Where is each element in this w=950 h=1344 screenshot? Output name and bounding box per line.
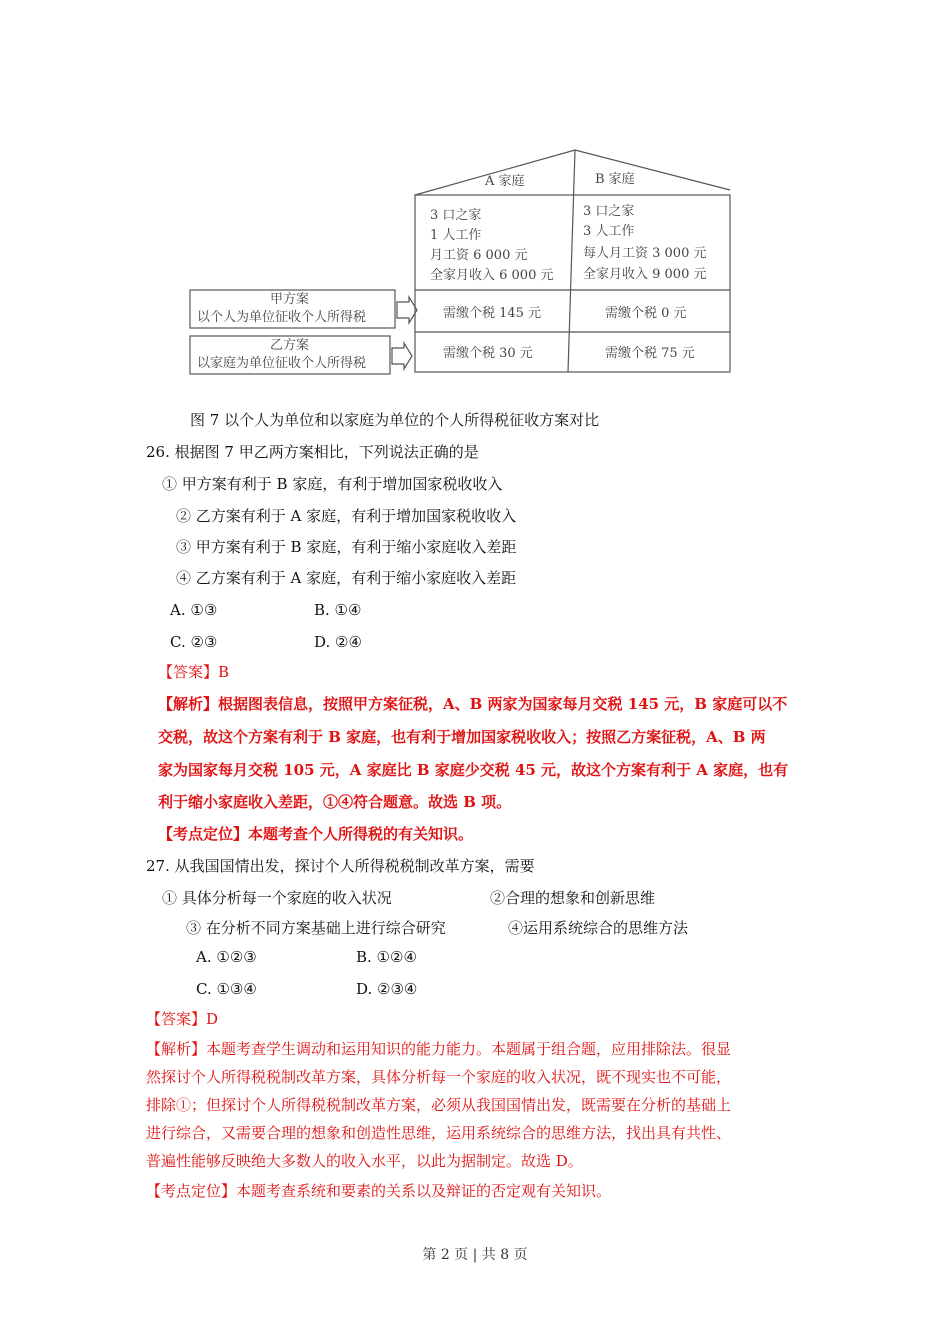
column-b-header: B 家庭 (595, 172, 635, 187)
b-jia-tax: 需缴个税 0 元 (605, 306, 687, 321)
b-info-line: 3 口之家 (583, 204, 635, 219)
plan-jia-title: 甲方案 (270, 292, 310, 307)
q27-stem: 27. 从我国国情出发，探讨个人所得税税制改革方案，需要 (146, 857, 535, 875)
a-info-line: 全家月收入 6 000 元 (430, 268, 554, 283)
q26-analysis-line: 利于缩小家庭收入差距，①④符合题意。故选 B 项。 (158, 793, 512, 811)
a-info-line: 3 口之家 (430, 208, 482, 223)
q27-analysis-line: 排除①；但探讨个人所得税税制改革方案，必须从我国国情出发，既需要在分析的基础上 (146, 1096, 732, 1114)
q27-option: ②合理的想象和创新思维 (490, 889, 656, 907)
q27-analysis-line: 然探讨个人所得税税制改革方案，具体分析每一个家庭的收入状况，既不现实也不可能， (146, 1068, 732, 1086)
q26-analysis-line: 家为国家每月交税 105 元，A 家庭比 B 家庭少交税 45 元，故这个方案有利于 A 家庭，也有 (158, 761, 789, 779)
q26-option: ② 乙方案有利于 A 家庭，有利于增加国家税收收入 (176, 507, 517, 525)
q26-option: ④ 乙方案有利于 A 家庭，有利于缩小家庭收入差距 (176, 569, 517, 587)
a-info-line: 月工资 6 000 元 (430, 248, 528, 263)
plan-yi-title: 乙方案 (270, 338, 310, 353)
q27-answer: 【答案】D (146, 1010, 219, 1028)
q26-option: ① 甲方案有利于 B 家庭，有利于增加国家税收收入 (162, 475, 503, 493)
b-info-line: 3 人工作 (583, 224, 635, 239)
q27-option: ① 具体分析每一个家庭的收入状况 (162, 889, 392, 907)
q27-analysis-line: 【解析】本题考查学生调动和运用知识的能力能力。本题属于组合题，应用排除法。很显 (146, 1040, 732, 1058)
q26-choice: C. ②③ (170, 633, 218, 651)
a-yi-tax: 需缴个税 30 元 (443, 346, 533, 361)
b-info-line: 每人月工资 3 000 元 (583, 246, 707, 261)
plan-yi-desc: 以家庭为单位征收个人所得税 (197, 356, 367, 371)
q26-analysis-line: 交税，故这个方案有利于 B 家庭，也有利于增加国家税收收入；按照乙方案征税，A、B 两 (158, 728, 766, 746)
b-yi-tax: 需缴个税 75 元 (605, 346, 695, 361)
q27-analysis-line: 普遍性能够反映绝大多数人的收入水平，以此为据制定。故选 D。 (146, 1152, 583, 1170)
q26-choice: B. ①④ (314, 601, 362, 619)
q26-point: 【考点定位】本题考查个人所得税的有关知识。 (158, 825, 474, 843)
a-info-line: 1 人工作 (430, 228, 482, 243)
q27-analysis-line: 进行综合，又需要合理的想象和创造性思维，运用系统综合的思维方法，找出具有共性、 (146, 1124, 732, 1142)
column-a-header: A 家庭 (485, 174, 525, 189)
plan-jia-desc: 以个人为单位征收个人所得税 (197, 310, 367, 325)
tax-plan-figure (185, 140, 745, 385)
q27-point: 【考点定位】本题考查系统和要素的关系以及辩证的否定观有关知识。 (146, 1182, 612, 1200)
q27-choice: A. ①②③ (196, 948, 257, 966)
q26-choice: A. ①③ (170, 601, 218, 619)
q26-stem: 26. 根据图 7 甲乙两方案相比，下列说法正确的是 (146, 443, 479, 461)
q26-choice: D. ②④ (314, 633, 362, 651)
page-footer: 第 2 页 | 共 8 页 (422, 1247, 528, 1263)
q27-option: ③ 在分析不同方案基础上进行综合研究 (186, 919, 446, 937)
q26-option: ③ 甲方案有利于 B 家庭，有利于缩小家庭收入差距 (176, 538, 517, 556)
b-info-line: 全家月收入 9 000 元 (583, 267, 707, 282)
q27-option: ④运用系统综合的思维方法 (508, 919, 689, 937)
q26-analysis-line: 【解析】根据图表信息，按照甲方案征税，A、B 两家为国家每月交税 145 元，B 家庭可以不 (158, 695, 788, 713)
q27-choice: D. ②③④ (356, 980, 418, 998)
q27-choice: B. ①②④ (356, 948, 417, 966)
a-jia-tax: 需缴个税 145 元 (443, 306, 542, 321)
q26-answer: 【答案】B (158, 663, 230, 681)
q27-choice: C. ①③④ (196, 980, 257, 998)
figure-caption: 图 7 以个人为单位和以家庭为单位的个人所得税征收方案对比 (190, 411, 600, 429)
